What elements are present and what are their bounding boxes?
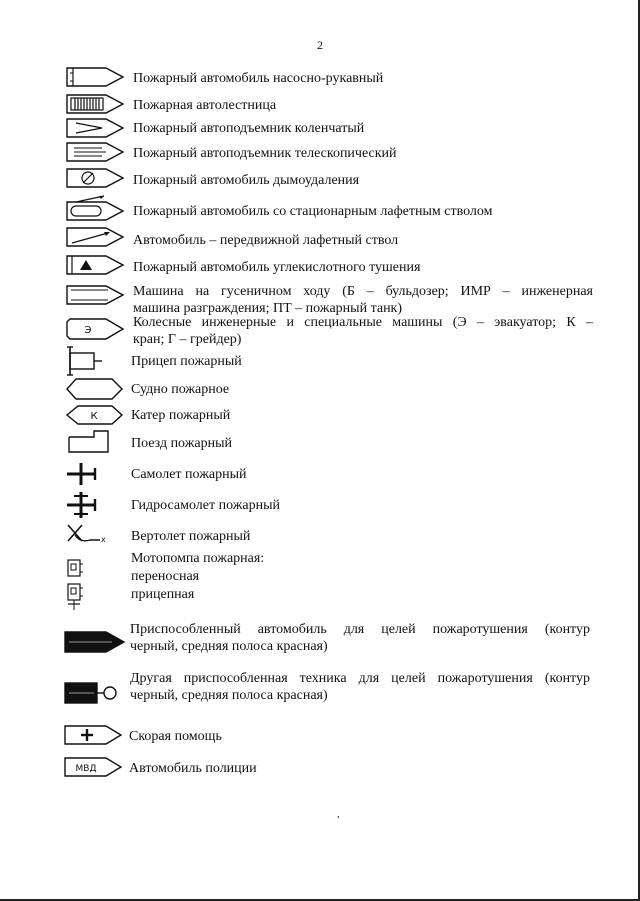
seaplane-icon — [66, 491, 126, 519]
co2-truck-icon — [66, 255, 126, 275]
adapted-equipment-icon — [64, 680, 126, 706]
articulated-lift-icon — [66, 118, 126, 138]
police-car-icon — [64, 757, 124, 777]
label-line: Мотопомпа пожарная: — [131, 551, 265, 566]
fire-trailer-icon — [66, 346, 126, 376]
smoke-removal-icon — [66, 168, 126, 188]
label-line: переносная — [131, 569, 200, 584]
page-number: 2 — [317, 38, 323, 52]
motor-pump-icon — [66, 558, 96, 616]
ambulance-icon — [64, 725, 124, 745]
legend-label — [130, 621, 590, 655]
legend-label: Автомобиль полиции — [129, 761, 257, 776]
legend-label: Вертолет пожарный — [131, 529, 251, 544]
legend-label: Скорая помощь — [129, 729, 222, 744]
legend-label — [133, 283, 593, 317]
legend-label: Пожарный автомобиль углекислотного тушения — [133, 260, 421, 275]
label-line: Машина на гусеничном ходу (Б – бульдозер; ИМР – инженерная — [133, 284, 593, 299]
adapted-vehicle-icon — [64, 631, 126, 655]
fire-train-icon — [66, 430, 126, 456]
monitor-nozzle-truck-icon — [66, 196, 128, 222]
legend-label: Поезд пожарный — [131, 436, 232, 451]
fire-ship-icon — [66, 378, 126, 400]
legend-label: Пожарная автолестница — [133, 98, 277, 113]
label-line: прицепная — [131, 587, 195, 602]
legend-label: Пожарный автоподъемник коленчатый — [133, 121, 365, 136]
pump-hose-truck-icon — [66, 67, 126, 87]
telescopic-lift-icon — [66, 142, 126, 162]
legend-label: Пожарный автомобиль дымоудаления — [133, 173, 360, 188]
legend-label — [133, 314, 593, 348]
legend-label: Самолет пожарный — [131, 467, 247, 482]
fire-boat-icon — [66, 405, 126, 425]
wheeled-engineering-icon — [66, 318, 126, 340]
label-line: черный, средняя полоса красная) — [130, 688, 328, 703]
legend-label: Пожарный автоподъемник телескопический — [133, 146, 397, 161]
label-line: кран; Г – грейдер) — [133, 332, 242, 347]
label-line: Колесные инженерные и специальные машины (Э – эвакуатор; К – — [133, 315, 593, 330]
legend-label: Автомобиль – передвижной лафетный ствол — [133, 233, 399, 248]
legend-label: Судно пожарное — [131, 382, 230, 397]
legend-label — [130, 670, 590, 704]
legend-label: Прицеп пожарный — [131, 354, 242, 369]
svg-text:x: x — [101, 535, 106, 544]
label-line: черный, средняя полоса красная) — [130, 639, 328, 654]
legend-label: Пожарный автомобиль насосно-рукавный — [133, 71, 384, 86]
legend-label: Гидросамолет пожарный — [131, 498, 281, 513]
legend-label — [131, 550, 264, 604]
fire-airplane-icon — [66, 462, 126, 486]
helicopter-icon — [66, 523, 126, 547]
icon-text: МВД — [75, 764, 97, 774]
label-line: машина разграждения; ПТ – пожарный танк) — [133, 301, 403, 316]
icon-letter: К — [90, 411, 98, 422]
label-line: Другая приспособленная техника для целей пожаротушения (контур — [130, 671, 590, 686]
legend-label: Пожарный автомобиль со стационарным лафетным стволом — [133, 204, 493, 219]
legend-label: Катер пожарный — [131, 408, 231, 423]
mobile-monitor-nozzle-icon — [66, 227, 126, 247]
tracked-vehicle-icon — [66, 285, 126, 305]
label-line: Приспособленный автомобиль для целей пожаротушения (контур — [130, 622, 590, 637]
ladder-truck-icon — [66, 94, 126, 114]
stray-mark: , — [337, 808, 340, 820]
icon-letter: Э — [84, 325, 92, 336]
